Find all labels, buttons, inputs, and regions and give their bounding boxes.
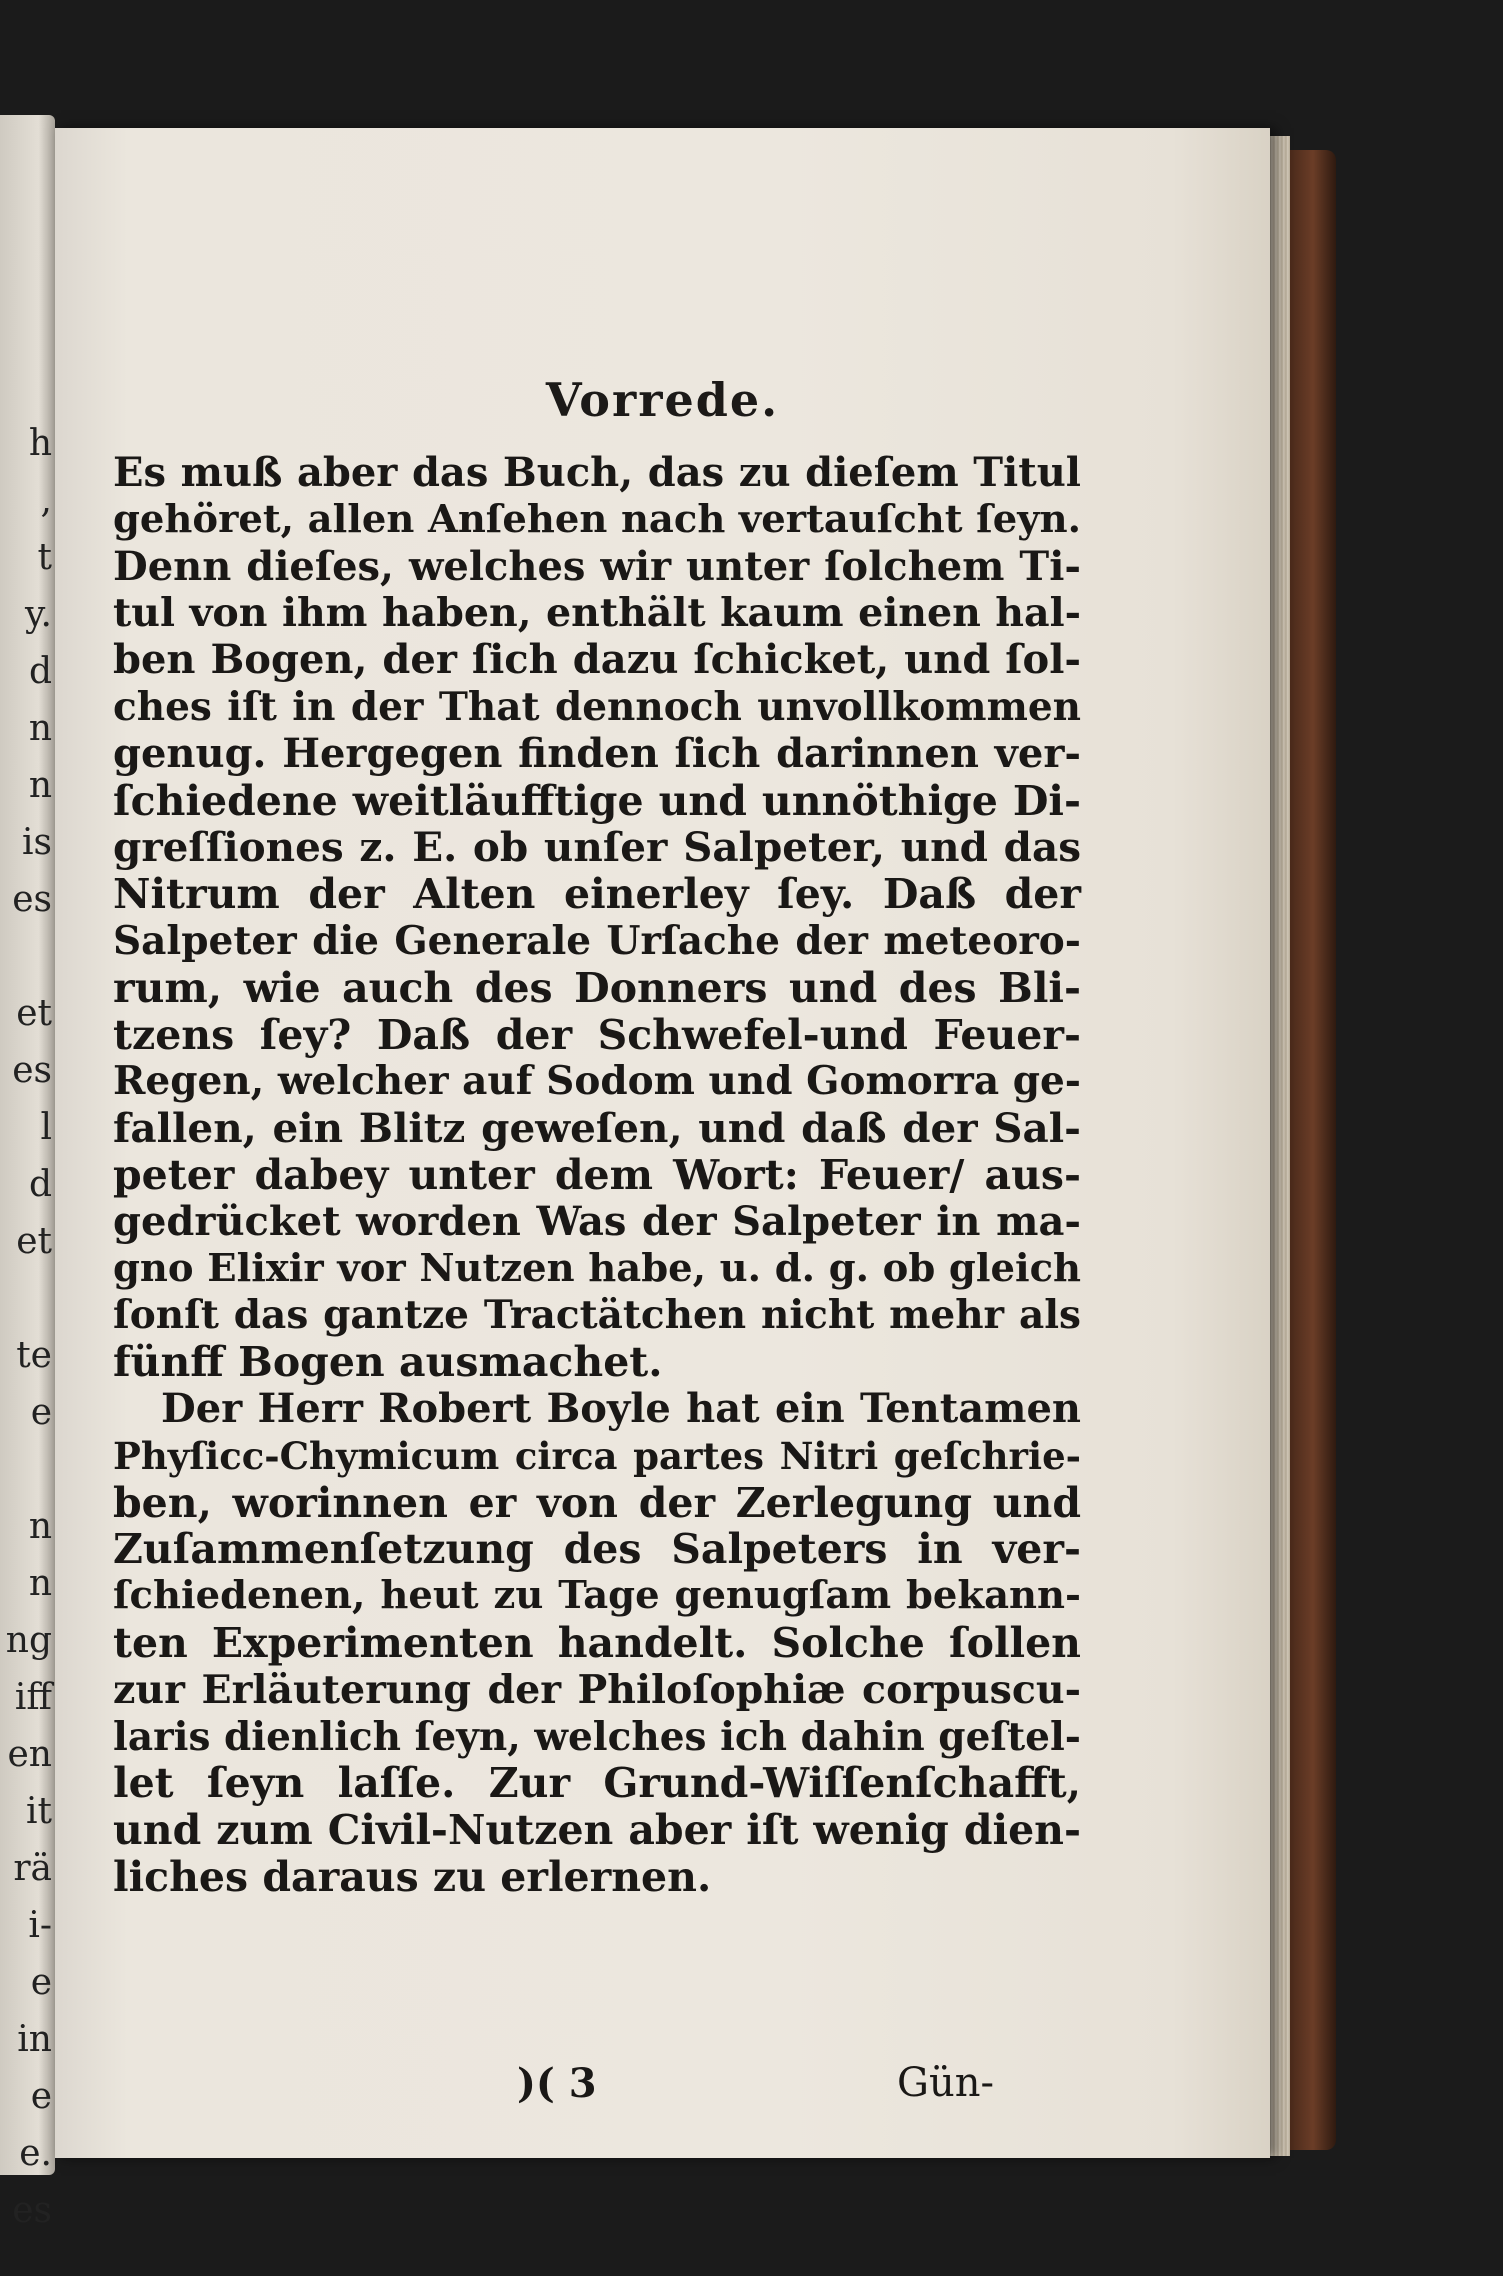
text-line: tzens ſey? Daß der Schwefel-und Feuer- [113, 1010, 1081, 1059]
text-line: Es muß aber das Buch, das zu dieſem Titul [113, 449, 1081, 496]
text-line: ben, worinnen er von der Zerlegung und [113, 1478, 1081, 1527]
text-line: Denn dieſes, welches wir unter ſolchem Ti- [113, 542, 1081, 590]
text-line: Phyſicc-Chymicum circa partes Nitri geſchrie- [113, 1433, 1081, 1478]
text-line: fallen, ein Blitz geweſen, und daß der Sal- [113, 1104, 1081, 1153]
catchword: Gün- [897, 2060, 994, 2106]
text-line: tul von ihm haben, enthält kaum einen hal- [113, 590, 1081, 637]
paragraph-end-line: fünff Bogen ausmachet. [113, 1338, 663, 1387]
paragraph-end-line: liches daraus zu erlernen. [113, 1852, 712, 1901]
text-line: ſonſt das gantze Tractätchen nicht mehr als [113, 1292, 1081, 1339]
text-line: genug. Hergegen finden ſich darinnen ver- [113, 729, 1081, 777]
text-line: gedrücket worden Was der Salpeter in ma- [113, 1197, 1081, 1245]
text-line: Der Herr Robert Boyle hat ein Tentamen [161, 1384, 1081, 1432]
text-line: ben Bogen, der ſich dazu ſchicket, und ſol- [113, 636, 1081, 684]
text-line: ten Experimenten handelt. Solche ſollen [113, 1618, 1081, 1667]
text-line: zur Erläuterung der Philoſophiæ corpuscu- [113, 1666, 1081, 1713]
text-line: ches iſt in der That dennoch unvollkommen [113, 683, 1081, 730]
text-line: peter dabey unter dem Wort: Feuer/ aus- [113, 1150, 1081, 1199]
previous-page-text-fragments: h , t y. d n n is es et es l d et te e n n ng iff en it rä i- e in e e. es [5, 423, 52, 2231]
text-line: gno Elixir vor Nutzen habe, u. d. g. ob gleich [113, 1245, 1081, 1291]
text-line: let ſeyn laſſe. Zur Grund-Wiſſenſchafft, [113, 1759, 1081, 1808]
previous-page-edge [0, 115, 55, 2231]
text-line: ſchiedene weitläufftige und unnöthige Di- [113, 776, 1081, 825]
text-line: Regen, welcher auf Sodom und Gomorra ge- [113, 1058, 1081, 1105]
text-line: und zum Civil-Nutzen aber iſt wenig dien- [113, 1806, 1081, 1855]
running-header: Vorrede. [545, 373, 780, 427]
signature-mark: )( 3 [517, 2060, 597, 2107]
text-line: gehöret, allen Anſehen nach vertauſcht ſeyn. [113, 496, 1081, 542]
text-line: rum, wie auch des Donners und des Bli- [113, 963, 1081, 1012]
text-line: Nitrum der Alten einerley ſey. Daß der [113, 870, 1081, 919]
text-line: Zuſammenſetzung des Salpeters in ver- [113, 1525, 1081, 1574]
text-line: greſſiones z. E. ob unſer Salpeter, und das [113, 823, 1081, 872]
book-page [55, 128, 1270, 2158]
body-text [113, 450, 1081, 1901]
text-line: laris dienlich ſeyn, welches ich dahin geſtel- [113, 1713, 1081, 1760]
book-cover-edge [1290, 150, 1336, 2150]
text-line: ſchiedenen, heut zu Tage genugſam bekann- [113, 1573, 1081, 1619]
text-line: Salpeter die Generale Urſache der meteoro- [113, 917, 1081, 964]
